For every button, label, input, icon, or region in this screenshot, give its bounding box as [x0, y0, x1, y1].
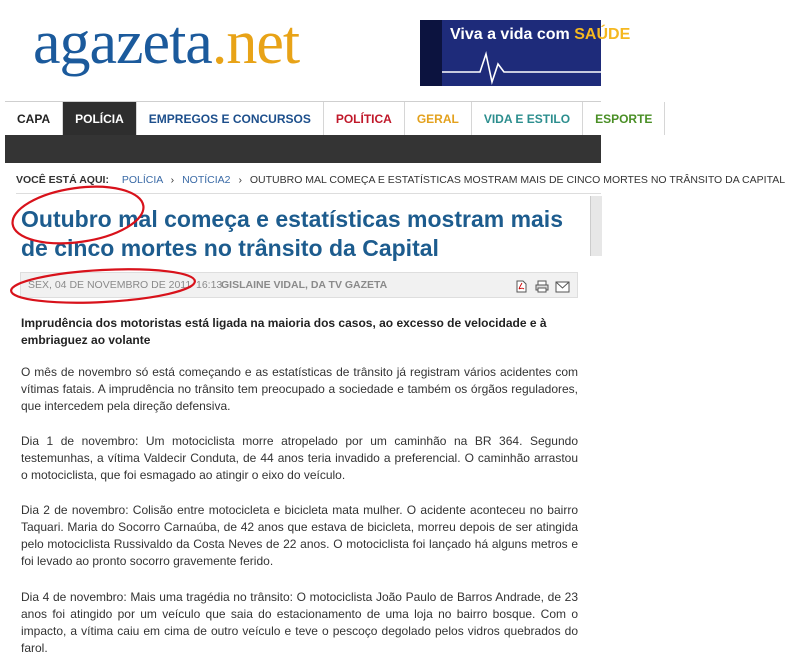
nav-item-empregos-concursos[interactable]: EMPREGOS E CONCURSOS	[137, 102, 324, 135]
email-icon[interactable]	[555, 278, 569, 291]
breadcrumb-separator-icon: ›	[238, 174, 242, 186]
article-paragraph: O mês de novembro só está começando e as estatísticas de trânsito já registram vários acidentes com vítimas fatais. A imprudência no trânsito tem preocupado a sociedade e também os órgãos reguladores, que intercedem pela direção defensiva.	[21, 365, 578, 413]
nav-item-policia[interactable]: POLÍCIA	[63, 102, 137, 135]
ad-text	[450, 26, 630, 44]
ad-text-main: Viva a vida com	[450, 26, 570, 43]
nav-item-geral[interactable]: GERAL	[405, 102, 472, 135]
logo-text-domain: .net	[211, 9, 300, 77]
advertisement-banner[interactable]	[420, 20, 631, 86]
article-paragraph: Dia 4 de novembro: Mais uma tragédia no trânsito: O motociclista João Paulo de Barros Andrade, de 23 anos foi atingido por um veículo que saia do estacionamento de uma loja no bairro bosque. Com o impacto, a vítima caiu em cima de outro veículo e teve o pescoço degolado pelos vidros quebrados do farol.	[21, 590, 578, 655]
article-author: GISLAINE VIDAL, DA TV GAZETA	[221, 279, 388, 291]
scrollbar[interactable]	[590, 196, 602, 256]
article-paragraph: Dia 1 de novembro: Um motociclista morre atropelado por um caminhão na BR 364. Segundo testemunhas, a vítima Valdecir Conduta, de 44 anos teria invadido a preferencial. O caminhão arrastou o motociclista, que foi esmagado ao atingir o eixo do veículo.	[21, 434, 578, 482]
article-time: 16:13	[196, 279, 223, 291]
nav-item-politica[interactable]: POLÍTICA	[324, 102, 405, 135]
site-logo[interactable]	[33, 9, 300, 77]
breadcrumb-separator-icon: ›	[170, 174, 175, 186]
breadcrumb	[16, 174, 785, 186]
breadcrumb-link-noticia[interactable]: NOTÍCIA2	[182, 174, 231, 186]
logo-text-main: agazeta	[33, 9, 212, 77]
nav-item-esporte[interactable]: ESPORTE	[583, 102, 665, 135]
article-tools	[515, 278, 569, 291]
article-lead: Imprudência dos motoristas está ligada na maioria dos casos, ao excesso de velocidade e à embriaguez ao volante	[21, 316, 547, 347]
breadcrumb-label: VOCÊ ESTÁ AQUI:	[16, 174, 109, 186]
print-icon[interactable]	[535, 278, 549, 291]
article-paragraph: Dia 2 de novembro: Colisão entre motocicleta e bicicleta mata mulher. O acidente aconteceu no bairro Taquari. Maria do Socorro Carnaúba, de 42 anos que estava de bicicleta, morreu depois de ser atingida pelo motociclista Russivaldo da Costa Neves de 22 anos. O motociclista foi lançado há alguns metros e foi levado ao pronto socorro gravemente ferido.	[21, 503, 578, 568]
pdf-icon[interactable]	[515, 278, 529, 291]
breadcrumb-current: OUTUBRO MAL COMEÇA E ESTATÍSTICAS MOSTRAM MAIS DE CINCO MORTES NO TRÂNSITO DA CAPITAL	[249, 174, 785, 186]
main-navigation	[5, 101, 653, 136]
article-date: SEX, 04 DE NOVEMBRO DE 2011	[28, 279, 192, 291]
article-meta-bar	[20, 272, 578, 298]
heartbeat-line-icon	[442, 50, 601, 84]
ad-text-highlight: SAÚDE	[574, 26, 631, 43]
breadcrumb-link-policia[interactable]: POLÍCIA	[121, 174, 163, 186]
divider	[16, 193, 601, 194]
nav-item-vida-estilo[interactable]: VIDA E ESTILO	[472, 102, 583, 135]
ad-side-strip	[420, 20, 442, 86]
nav-item-capa[interactable]: CAPA	[5, 102, 63, 135]
article-title: Outubro mal começa e estatísticas mostram mais de cinco mortes no trânsito da Capital	[21, 206, 563, 261]
sub-navigation-bar	[5, 135, 601, 163]
